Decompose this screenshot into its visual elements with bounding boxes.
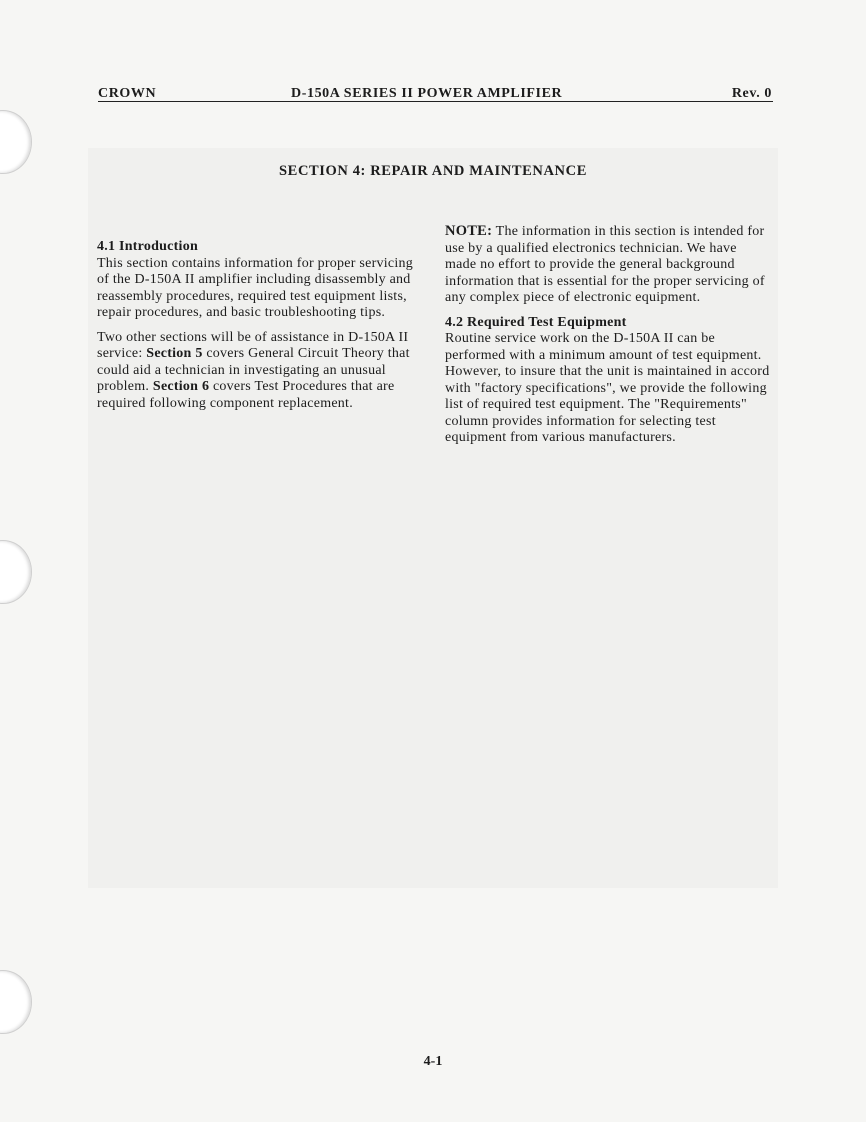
note-label: NOTE: [445,223,493,239]
header-title: D-150A SERIES II POWER AMPLIFIER [291,86,563,101]
header-revision: Rev. 0 [731,86,772,101]
left-column [97,239,427,420]
introduction-paragraph: This section contains information for proper servicing of the D-150A II amplifier including disassembly and reassembly procedures, required test equipment lists, repair procedures, and basic troubleshooting tips. [97,255,413,320]
header-rule [98,101,773,102]
text-run: covers General Circuit Theory that could aid a technician in investigating an unusual problem. [97,346,410,394]
test-equipment-paragraph: Routine service work on the D-150A II can be performed with a minimum amount of test equipment. However, to insure that the unit is maintained in accord with "factory specifications", we provide the following list of required test equipment. The "Requirements" column provides information for selecting test equipment from various manufacturers. [445,331,770,445]
other-sections-paragraph [97,330,427,413]
section-5-reference: Section 5 [146,346,203,361]
introduction-heading: 4.1 Introduction [97,239,198,254]
header-brand: CROWN [98,86,157,101]
test-equipment-heading: 4.2 Required Test Equipment [445,314,627,330]
binder-hole-bottom [0,970,32,1034]
right-column [445,223,770,455]
text-run: Two other sections will be of assistance in D-150A II service: [97,329,409,361]
section-6-reference: Section 6 [152,379,210,394]
page-number: 4-1 [423,1054,443,1069]
binder-hole-middle [0,540,32,604]
note-text: The information in this section is intended for use by a qualified electronics technician. We have made no effort to provide the general background information that is essential for the proper servicing of any complex piece of electronic equipment. [445,224,765,305]
note-paragraph [445,223,770,307]
text-run: covers Test Procedures that are required following component replacement. [97,379,395,411]
section-title: SECTION 4: REPAIR AND MAINTENANCE [279,163,587,179]
